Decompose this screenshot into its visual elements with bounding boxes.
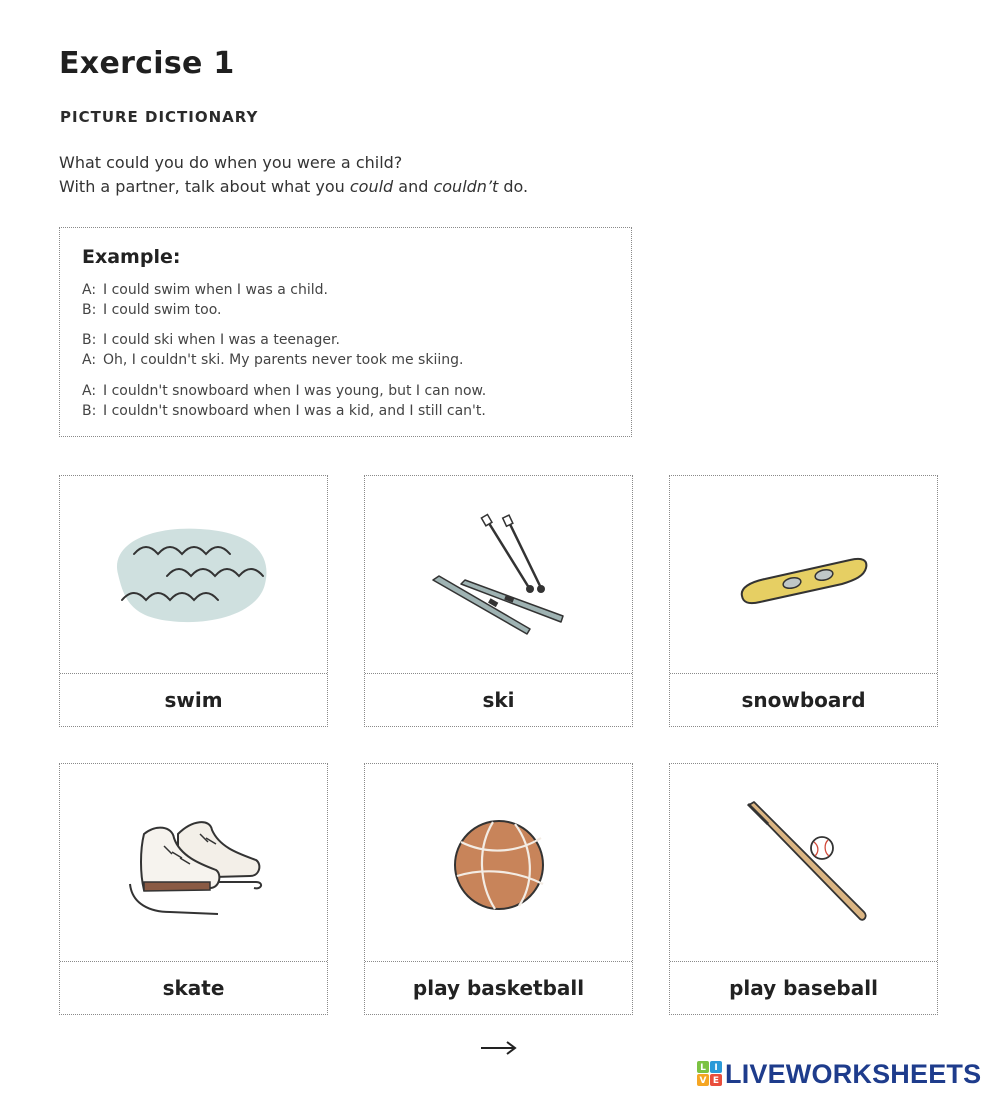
instructions [59,151,528,199]
card-picture [670,764,937,961]
dialog-text: Oh, I couldn't ski. My parents never took me skiing. [103,352,464,368]
page-title: Exercise 1 [59,46,235,81]
example-dialog [82,381,486,421]
instruction-text: With a partner, talk about what you [59,177,350,196]
dialog-line [82,401,486,421]
instruction-line-2 [59,175,528,199]
dialog-line [82,280,328,300]
speaker: B: [82,332,97,348]
logo-tiles-icon [697,1061,723,1087]
card-picture [60,764,327,961]
dialog-text: I could swim when I was a child. [103,282,328,298]
card-label: play baseball [670,961,937,1014]
logo-tile-letter: E [712,1076,720,1086]
snowboard-icon [670,476,937,673]
card-snowboard [669,475,938,727]
arrow-right-icon [478,1036,520,1060]
section-subtitle: PICTURE DICTIONARY [60,108,259,126]
card-picture [365,764,632,961]
example-dialog [82,280,328,320]
card-ski [364,475,633,727]
example-dialog [82,330,463,370]
logo-tile-letter: L [700,1063,706,1073]
speaker: B: [82,302,97,318]
instruction-line-1: What could you do when you were a child? [59,153,403,172]
card-basketball [364,763,633,1015]
logo-tile-letter: V [699,1076,707,1086]
dialog-text: I couldn't snowboard when I was a kid, and I still can't. [103,403,486,419]
speaker: B: [82,403,97,419]
speaker: A: [82,282,97,298]
instruction-emphasis: couldn’t [433,177,499,196]
speaker: A: [82,383,97,399]
dialog-text: I could swim too. [103,302,222,318]
logo-text: LIVEWORKSHEETS [725,1058,982,1089]
dialog-line [82,330,463,350]
dialog-line [82,350,463,370]
card-picture [365,476,632,673]
dialog-line [82,300,328,320]
liveworksheets-logo [697,1057,981,1091]
card-picture [60,476,327,673]
basketball-icon [365,764,632,961]
waves-icon [60,476,327,673]
card-label: skate [60,961,327,1014]
instruction-text: and [393,177,434,196]
speaker: A: [82,352,97,368]
card-baseball [669,763,938,1015]
card-label: ski [365,673,632,726]
instruction-emphasis: could [349,177,394,196]
example-title: Example: [82,246,181,268]
card-label: swim [60,673,327,726]
dialog-text: I could ski when I was a teenager. [103,332,340,348]
card-label: snowboard [670,673,937,726]
card-label: play basketball [365,961,632,1014]
baseball-bat-icon [670,764,937,961]
instruction-text: do. [498,177,529,196]
card-swim [59,475,328,727]
dialog-line [82,381,486,401]
dialog-text: I couldn't snowboard when I was young, but I can now. [103,383,487,399]
card-skate [59,763,328,1015]
example-box [59,227,632,437]
card-picture [670,476,937,673]
logo-tile-letter: I [714,1063,718,1073]
ice-skates-icon [60,764,327,961]
skis-icon [365,476,632,673]
next-arrow-button[interactable] [478,1036,520,1060]
